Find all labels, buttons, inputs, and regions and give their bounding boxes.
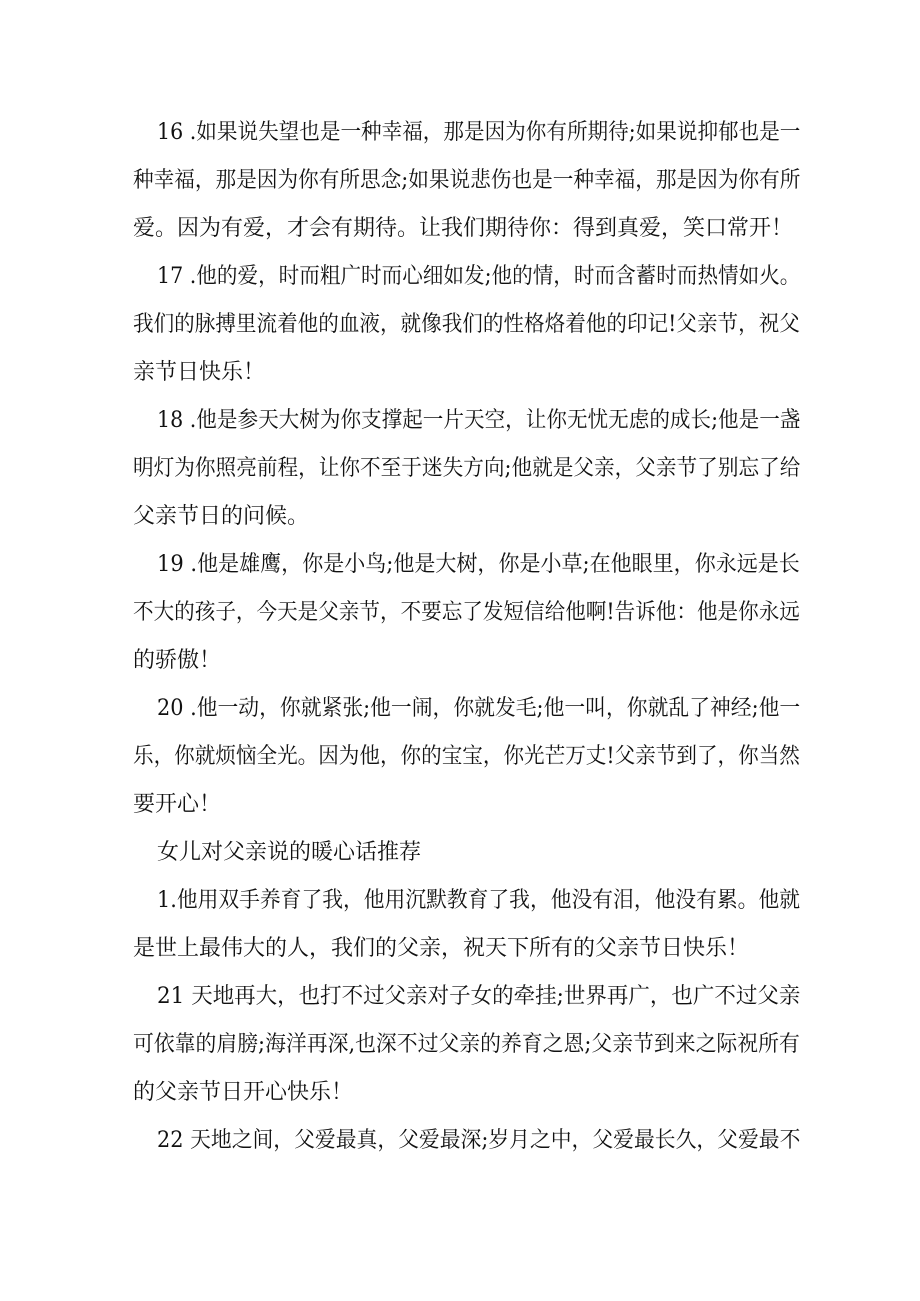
paragraph-19-line-1: 19 .他是雄鹰，你是小鸟;他是大树，你是小草;在他眼里，你永远是长 [157, 552, 800, 577]
paragraph-21-line-2: 可依靠的肩膀;海洋再深,也深不过父亲的养育之恩;父亲节到来之际祝所有 [133, 1032, 800, 1057]
paragraph-19-line-3: 的骄傲！ [133, 648, 222, 673]
paragraph-20-line-3: 要开心！ [133, 792, 222, 817]
paragraph-18-line-1: 18 .他是参天大树为你支撑起一片天空，让你无忧无虑的成长;他是一盏 [157, 408, 801, 433]
paragraph-1-line-2: 是世上最伟大的人，我们的父亲，祝天下所有的父亲节日快乐！ [133, 936, 750, 961]
paragraph-16-line-1: 16 .如果说失望也是一种幸福，那是因为你有所期待;如果说抑郁也是一 [157, 120, 801, 145]
paragraph-1-line-1: 1.他用双手养育了我，他用沉默教育了我，他没有泪，他没有累。他就 [157, 888, 801, 913]
paragraph-18-line-2: 明灯为你照亮前程，让你不至于迷失方向;他就是父亲，父亲节了别忘了给 [133, 456, 801, 481]
paragraph-17-line-3: 亲节日快乐！ [133, 360, 266, 385]
paragraph-16-line-2: 种幸福，那是因为你有所思念;如果说悲伤也是一种幸福，那是因为你有所 [133, 168, 801, 193]
paragraph-21-line-1: 21 天地再大，也打不过父亲对子女的牵挂;世界再广，也广不过父亲 [157, 984, 801, 1009]
paragraph-18-line-3: 父亲节日的问候。 [133, 504, 310, 529]
paragraph-20-line-2: 乐，你就烦恼全光。因为他，你的宝宝，你光芒万丈!父亲节到了，你当然 [133, 744, 800, 769]
paragraph-19-line-2: 不大的孩子，今天是父亲节，不要忘了发短信给他啊!告诉他：他是你永远 [133, 600, 800, 625]
section-heading: 女儿对父亲说的暖心话推荐 [157, 840, 422, 865]
paragraph-17-line-1: 17 .他的爱，时而粗广时而心细如发;他的情，时而含蓄时而热情如火。 [157, 264, 801, 289]
paragraph-16-line-3: 爱。因为有爱，才会有期待。让我们期待你：得到真爱，笑口常开！ [133, 216, 794, 241]
paragraph-22-line-1: 22 天地之间，父爱最真，父爱最深;岁月之中，父爱最长久，父爱最不 [157, 1128, 801, 1153]
paragraph-20-line-1: 20 .他一动，你就紧张;他一闹，你就发毛;他一叫，你就乱了神经;他一 [157, 696, 801, 721]
paragraph-17-line-2: 我们的脉搏里流着他的血液，就像我们的性格烙着他的印记!父亲节，祝父 [133, 312, 800, 337]
paragraph-21-line-3: 的父亲节日开心快乐！ [133, 1080, 354, 1105]
